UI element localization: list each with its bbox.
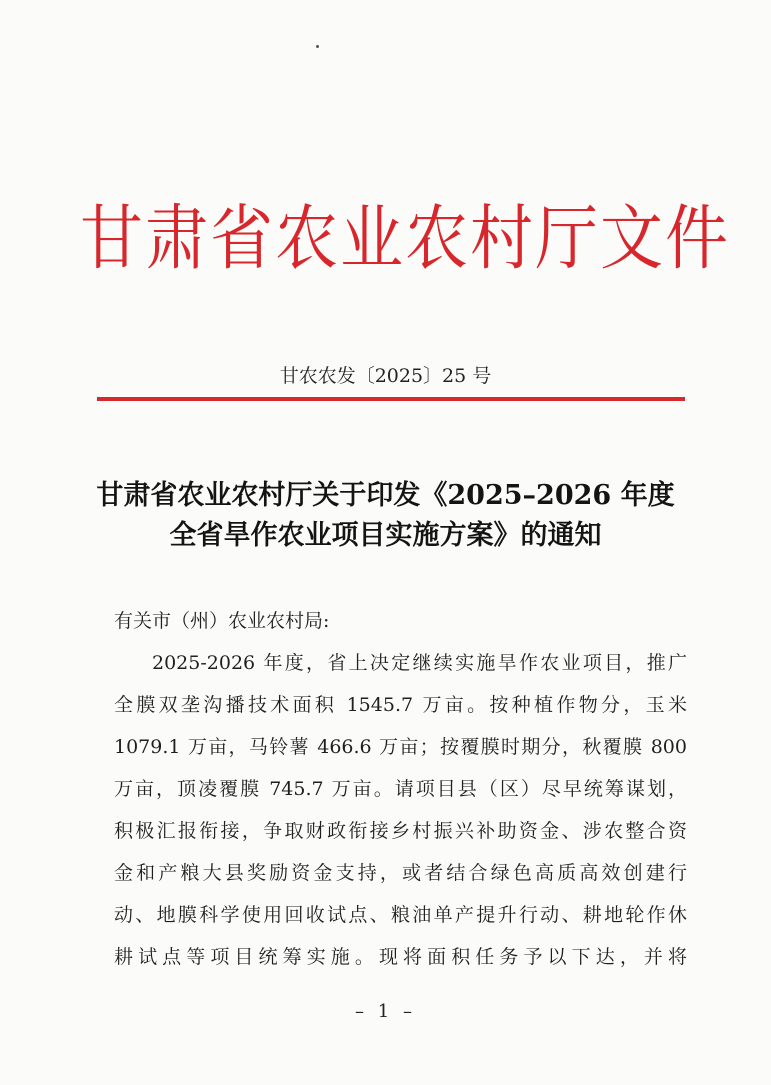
body-line-1: 2025-2026 年度，省上决定继续实施旱作农业项目，推广 — [152, 652, 687, 674]
red-header-rule — [97, 397, 685, 401]
body-line-4: 万亩，顶凌覆膜 745.7 万亩。请项目县（区）尽早统筹谋划， — [114, 778, 687, 800]
body-line-5: 积极汇报衔接，争取财政衔接乡村振兴补助资金、涉农整合资 — [114, 820, 687, 842]
body-line-8: 耕试点等项目统筹实施。现将面积任务予以下达，并将 — [114, 946, 687, 968]
salutation: 有关市（州）农业农村局: — [114, 610, 330, 632]
body-line-3: 1079.1 万亩，马铃薯 466.6 万亩；按覆膜时期分，秋覆膜 800 — [114, 736, 687, 758]
page-number: – 1 – — [355, 1001, 416, 1022]
body-line-7: 动、地膜科学使用回收试点、粮油单产提升行动、耕地轮作休 — [114, 904, 687, 926]
document-number: 甘农农发〔2025〕25 号 — [279, 365, 492, 387]
body-line-2: 全膜双垄沟播技术面积 1545.7 万亩。按种植作物分，玉米 — [114, 694, 687, 716]
document-title-line-2: 全省旱作农业项目实施方案》的通知 — [169, 520, 602, 551]
document-title-line-1: 甘肃省农业农村厅关于印发《2025–2026 年度 — [96, 480, 675, 511]
document-title — [40, 476, 731, 556]
body-line-6: 金和产粮大县奖励资金支持，或者结合绿色高质高效创建行 — [114, 862, 687, 884]
scan-speck — [316, 45, 319, 48]
agency-header-title: 甘肃省农业农村厅文件 — [80, 197, 730, 280]
